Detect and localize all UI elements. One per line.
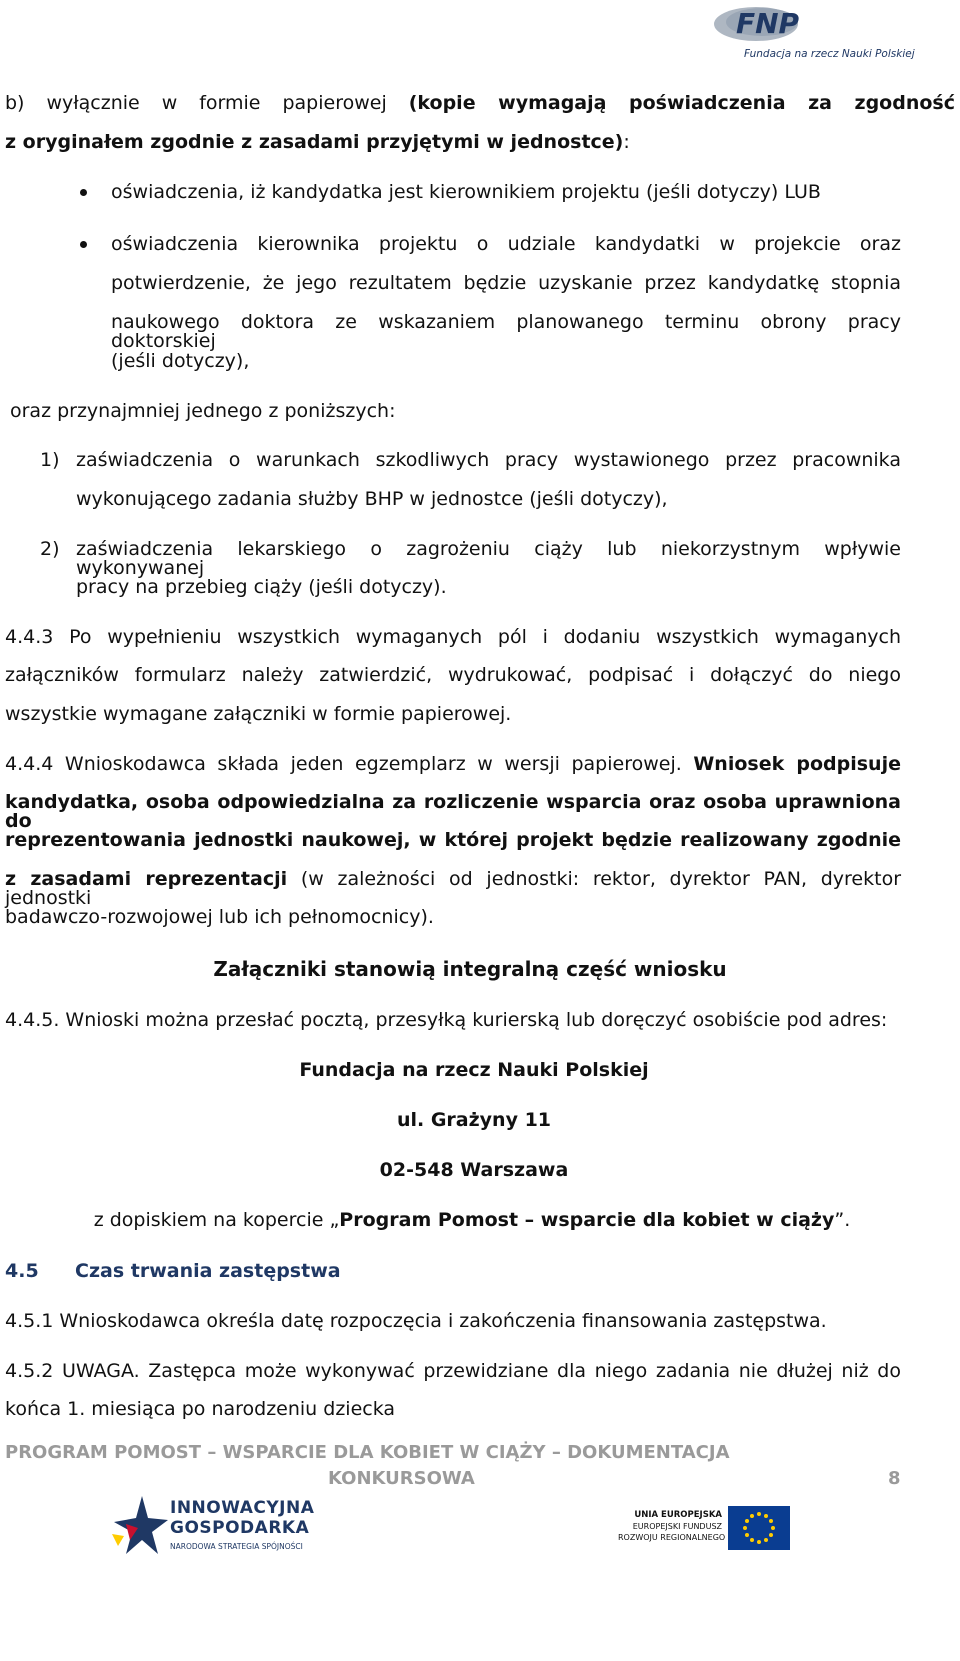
- bullet-marker-1: [80, 189, 87, 196]
- eu-logo: [616, 1504, 796, 1554]
- para-445: 4.4.5. Wnioski można przesłać pocztą, przesyłką kurierską lub doręczyć osobiście pod adres:: [5, 1009, 888, 1031]
- para-452-line-2: końca 1. miesiąca po narodzeniu dziecka: [5, 1398, 396, 1420]
- numbered-2-line-1: zaświadczenia lekarskiego o zagrożeniu ciąży lub niekorzystnym wpływie wykonywanej: [76, 538, 901, 579]
- para-444-line-1: 4.4.4 Wnioskodawca składa jeden egzemplarz w wersji papierowej. Wniosek podpisuje: [5, 753, 901, 775]
- section-b-line2: z oryginałem zgodnie z zasadami przyjętymi w jednostce):: [5, 131, 630, 153]
- section-45-number: 4.5: [5, 1260, 39, 1282]
- para-452-line-1: 4.5.2 UWAGA. Zastępca może wykonywać przewidziane dla niego zadania nie dłużej niż do: [5, 1360, 901, 1382]
- at-least-one-text: oraz przynajmniej jednego z poniższych:: [10, 400, 396, 422]
- fnp-logo-subtitle: Fundacja na rzecz Nauki Polskiej: [744, 48, 915, 60]
- para-444-line-5: badawczo-rozwojowej lub ich pełnomocnicy).: [5, 906, 434, 928]
- bullet-1-line-1: oświadczenia, iż kandydatka jest kierownikiem projektu (jeśli dotyczy) LUB: [111, 181, 821, 203]
- bullet-2-line-4: (jeśli dotyczy),: [111, 350, 250, 372]
- footer-page-number: 8: [888, 1468, 901, 1489]
- eu-logo-line3: ROZWOJU REGIONALNEGO: [618, 1533, 726, 1542]
- eu-logo-line1: UNIA EUROPEJSKA: [634, 1510, 722, 1520]
- numbered-1-line-2: wykonującego zadania służby BHP w jednostce (jeśli dotyczy),: [76, 488, 668, 510]
- address-name: Fundacja na rzecz Nauki Polskiej: [299, 1059, 649, 1081]
- address-street: ul. Grażyny 11: [396, 1109, 552, 1131]
- ig-star-icon: [108, 1494, 170, 1560]
- numbered-1-marker: 1): [40, 449, 60, 471]
- bullet-marker-2: [80, 241, 87, 248]
- ig-logo-line1: INNOWACYJNA: [170, 1498, 315, 1518]
- bullet-2-line-3: naukowego doktora ze wskazaniem planowanego terminu obrony pracy doktorskiej: [111, 311, 901, 352]
- address-city: 02-548 Warszawa: [379, 1159, 569, 1181]
- footer-program-title-line1: PROGRAM POMOST – WSPARCIE DLA KOBIET W CIĄŻY – DOKUMENTACJA: [5, 1442, 730, 1463]
- para-451: 4.5.1 Wnioskodawca określa datę rozpoczęcia i zakończenia finansowania zastępstwa.: [5, 1310, 827, 1332]
- numbered-2-marker: 2): [40, 538, 60, 560]
- para-443-line-2: załączników formularz należy zatwierdzić, wydrukować, podpisać i dołączyć do niego: [5, 664, 901, 686]
- fnp-logo: [708, 2, 915, 64]
- ig-logo-line3: NARODOWA STRATEGIA SPÓJNOŚCI: [170, 1542, 303, 1551]
- bullet-2-line-1: oświadczenia kierownika projektu o udziale kandydatki w projekcie oraz: [111, 233, 901, 255]
- section-b-line1: b) wyłącznie w formie papierowej (kopie wymagają poświadczenia za zgodność: [5, 92, 955, 114]
- innowacyjna-gospodarka-logo: [108, 1494, 338, 1560]
- ig-logo-line2: GOSPODARKA: [170, 1518, 310, 1538]
- eu-flag-icon: [728, 1506, 790, 1550]
- numbered-2-line-2: pracy na przebieg ciąży (jeśli dotyczy).: [76, 576, 447, 598]
- fnp-logo-text: FNP: [736, 7, 800, 40]
- para-443-line-3: wszystkie wymagane załączniki w formie papierowej.: [5, 703, 512, 725]
- numbered-1-line-1: zaświadczenia o warunkach szkodliwych pracy wystawionego przez pracownika: [76, 449, 901, 471]
- para-444-line-2: kandydatka, osoba odpowiedzialna za rozliczenie wsparcia oraz osoba uprawniona do: [5, 791, 901, 832]
- para-444-line-4: z zasadami reprezentacji (w zależności od jednostki: rektor, dyrektor PAN, dyrektor jednostki: [5, 868, 902, 909]
- footer-program-title-line2: KONKURSOWA: [328, 1468, 475, 1489]
- bullet-2-line-2: potwierdzenie, że jego rezultatem będzie uzyskanie przez kandydatkę stopnia: [111, 272, 901, 294]
- para-444-line-3: reprezentowania jednostki naukowej, w której projekt będzie realizowany zgodnie: [5, 829, 901, 851]
- eu-logo-line2: EUROPEJSKI FUNDUSZ: [632, 1522, 722, 1531]
- section-45-title: Czas trwania zastępstwa: [75, 1260, 341, 1282]
- attachments-heading: Załączniki stanowią integralną część wniosku: [213, 957, 727, 981]
- para-443-line-1: 4.4.3 Po wypełnieniu wszystkich wymaganych pól i dodaniu wszystkich wymaganych: [5, 626, 901, 648]
- envelope-note: z dopiskiem na kopercie „Program Pomost – wsparcie dla kobiet w ciąży”.: [93, 1209, 851, 1231]
